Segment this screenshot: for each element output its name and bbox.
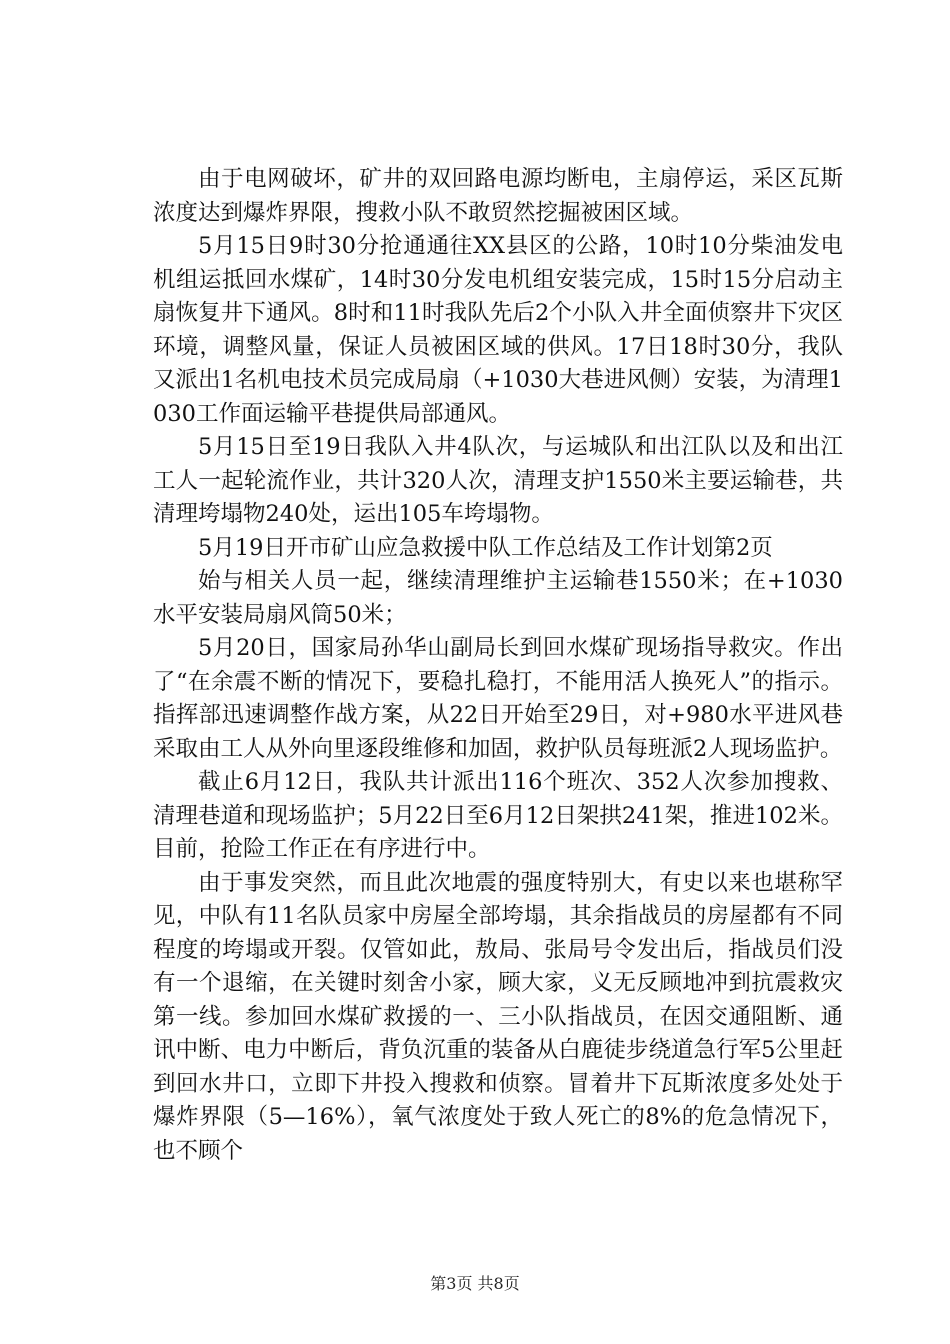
- paragraph: 5月15日9时30分抢通通往XX县区的公路，10时10分柴油发电机组运抵回水煤矿，14时30分发电机组安装完成，15时15分启动主扇恢复井下通风。8时和11时我队先后2个小队入井全面侦察井下灾区环境，调整风量，保证人员被困区域的供风。17日18时30分，我队又派出1名机电技术员完成局扇（+1030大巷进风侧）安装，为清理1030工作面运输平巷提供局部通风。: [153, 233, 843, 427]
- paragraph: 5月15日至19日我队入井4队次，与运城队和出江队以及和出江工人一起轮流作业，共计320人次，清理支护1550米主要运输巷，共清理垮塌物240处，运出105车垮塌物。: [153, 434, 843, 527]
- paragraph: 5月19日开市矿山应急救援中队工作总结及工作计划第2页: [198, 534, 773, 561]
- paragraph: 由于电网破坏，矿井的双回路电源均断电，主扇停运，采区瓦斯浓度达到爆炸界限，搜救小队不敢贸然挖掘被困区域。: [153, 166, 843, 226]
- paragraph: 截止6月12日，我队共计派出116个班次、352人次参加搜救、清理巷道和现场监护；5月22日至6月12日架拱241架，推进102米。目前，抢险工作正在有序进行中。: [153, 769, 843, 862]
- paragraph: 始与相关人员一起，继续清理维护主运输巷1550米；在+1030水平安装局扇风筒50米；: [153, 568, 843, 628]
- paragraph: 5月20日，国家局孙华山副局长到回水煤矿现场指导救灾。作出了“在余震不断的情况下，要稳扎稳打，不能用活人换死人”的指示。指挥部迅速调整作战方案，从22日开始至29日，对+980水平进风巷采取由工人从外向里逐段维修和加固，救护队员每班派2人现场监护。: [153, 635, 843, 762]
- page-footer: 第3页 共8页: [430, 1274, 520, 1293]
- document-body: [153, 163, 843, 1168]
- paragraph: 由于事发突然，而且此次地震的强度特别大，有史以来也堪称罕见，中队有11名队员家中房屋全部垮塌，其余指战员的房屋都有不同程度的垮塌或开裂。仅管如此，敖局、张局号令发出后，指战员们没有一个退缩，在关键时刻舍小家，顾大家，义无反顾地冲到抗震救灾第一线。参加回水煤矿救援的一、三小队指战员，在因交通阻断、通讯中断、电力中断后，背负沉重的装备从白鹿徒步绕道急行军5公里赶到回水井口，立即下井投入搜救和侦察。冒着井下瓦斯浓度多处处于爆炸界限（5—16%），氧气浓度处于致人死亡的8%的危急情况下，也不顾个: [153, 869, 843, 1164]
